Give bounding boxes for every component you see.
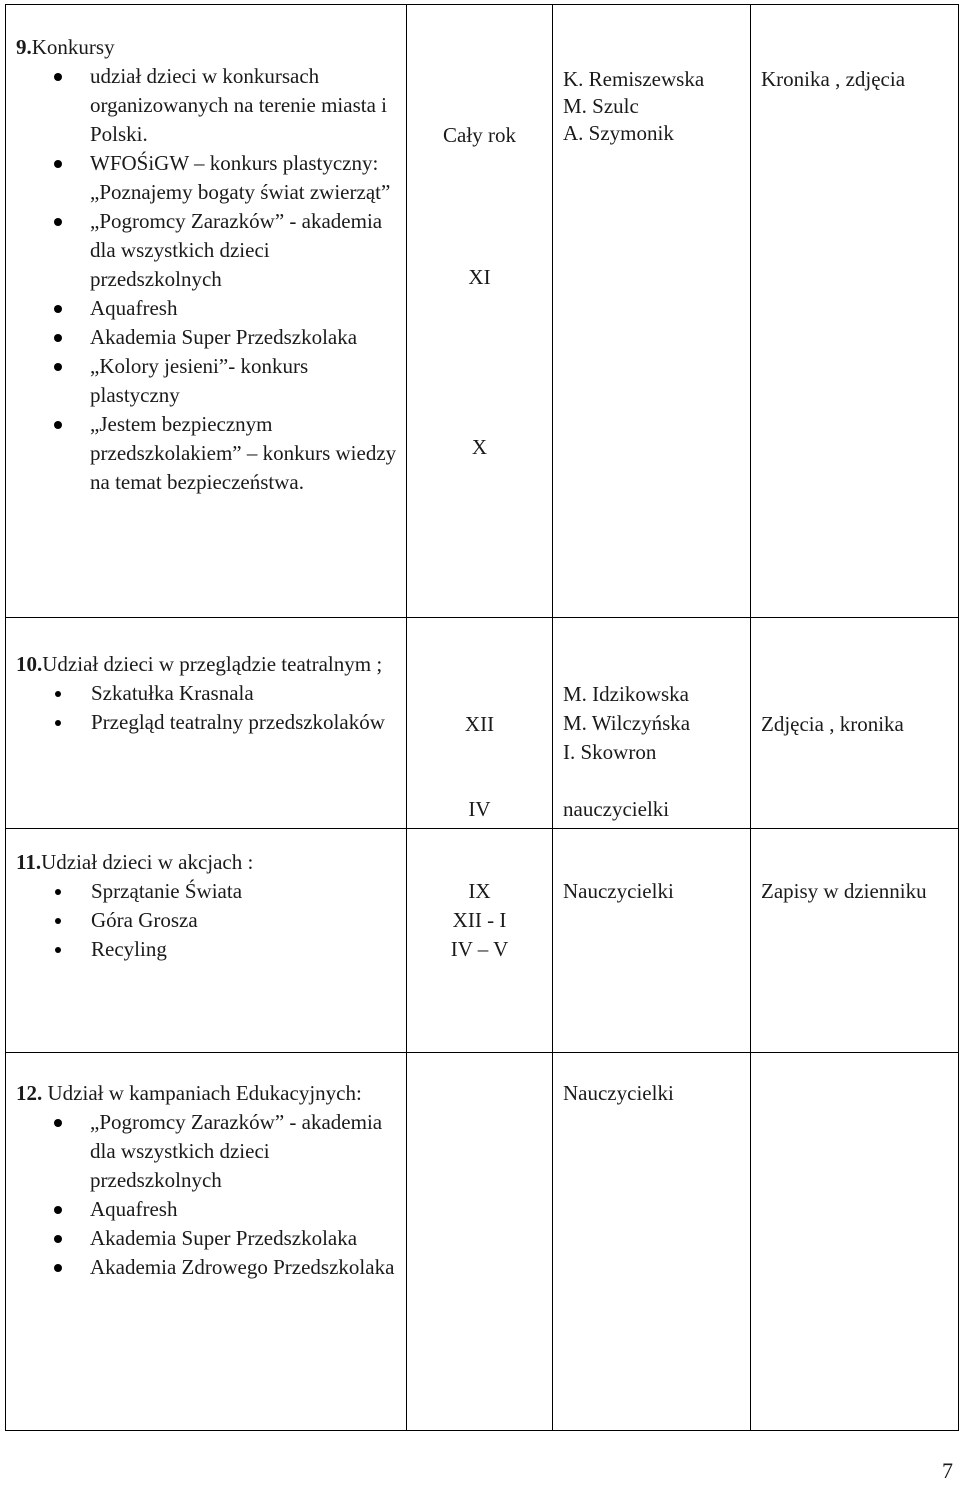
list-item: Sprzątanie Świata [91,877,400,906]
list-item: Aquafresh [90,294,400,323]
table-row [6,618,959,829]
list-item: Szkatułka Krasnala [91,679,400,708]
list-item: Recyling [91,935,400,964]
documentation-text: Zdjęcia , kronika [761,712,904,736]
responsible-person: M. Idzikowska [563,682,689,706]
table-row [6,829,959,1053]
bullet-icon [54,1235,62,1243]
list-item: WFOŚiGW – konkurs plastyczny: „Poznajemy bogaty świat zwierząt” [90,149,400,207]
bullet-icon [54,218,62,226]
bullet-icon [55,889,61,895]
list-item: „Pogromcy Zarazków” - akademia dla wszystkich dzieci przedszkolnych [90,207,400,294]
activity-list [16,62,400,497]
list-item: udział dzieci w konkursach organizowanych na terenie miasta i Polski. [90,62,400,149]
activity-list [16,679,400,737]
responsible-person: M. Wilczyńska [563,711,691,735]
activity-cell [6,829,407,1053]
table-row [6,5,959,618]
term-cell [407,618,553,829]
bullet-icon [54,305,62,313]
documentation-cell [751,5,959,618]
section-title: Konkursy [31,35,115,59]
responsible-person: M. Szulc [563,94,639,118]
activity-cell [6,618,407,829]
page-number: 7 [942,1458,953,1483]
activity-cell [6,1053,407,1431]
table-row [6,1053,959,1431]
list-item: Akademia Zdrowego Przedszkolaka [90,1253,400,1282]
list-item: „Kolory jesieni”- konkurs plastyczny [90,352,400,410]
list-item: Góra Grosza [91,906,400,935]
term-value: X [471,435,488,459]
list-item: Akademia Super Przedszkolaka [90,1224,400,1253]
bullet-icon [55,947,61,953]
responsible-person: Nauczycielki [563,1081,674,1105]
section-number: 12. [16,1081,43,1105]
term-value: IX [468,879,491,903]
activity-cell [6,5,407,618]
plan-table [5,4,959,1431]
responsible-cell [553,618,751,829]
list-item: „Pogromcy Zarazków” - akademia dla wszystkich dzieci przedszkolnych [90,1108,400,1195]
term-value: Cały rok [443,123,516,147]
activity-list [16,1108,400,1282]
term-value: XII - I [452,908,507,932]
bullet-icon [54,1264,62,1272]
bullet-icon [55,918,61,924]
responsible-cell [553,1053,751,1431]
section-title: Udział dzieci w przeglądzie teatralnym ; [42,652,383,676]
term-value: XII [464,712,495,736]
section-number: 9. [16,35,32,59]
responsible-person: I. Skowron [563,740,657,764]
section-title: Udział dzieci w akcjach : [41,850,254,874]
bullet-icon [54,1119,62,1127]
documentation-text: Zapisy w dzienniku [761,879,927,903]
responsible-person: K. Remiszewska [563,67,705,91]
term-value: IV – V [450,937,509,961]
term-value: XI [468,265,491,289]
bullet-icon [54,363,62,371]
responsible-person: Nauczycielki [563,879,674,903]
responsible-person: A. Szymonik [563,121,674,145]
section-number: 11. [16,850,42,874]
bullet-icon [54,334,62,342]
responsible-person: nauczycielki [563,797,670,821]
term-value: IV [468,797,491,821]
bullet-icon [54,160,62,168]
activity-list [16,877,400,964]
term-cell [407,1053,553,1431]
section-number: 10. [16,652,43,676]
documentation-cell [751,829,959,1053]
term-cell [407,829,553,1053]
list-item: „Jestem bezpiecznym przedszkolakiem” – konkurs wiedzy na temat bezpieczeństwa. [90,410,400,497]
responsible-cell [553,5,751,618]
bullet-icon [55,691,61,697]
list-item: Aquafresh [90,1195,400,1224]
term-cell [407,5,553,618]
documentation-text [751,1053,958,1083]
responsible-cell [553,829,751,1053]
bullet-icon [54,73,62,81]
bullet-icon [54,1206,62,1214]
documentation-cell [751,1053,959,1431]
bullet-icon [54,421,62,429]
documentation-cell [751,618,959,829]
section-title: Udział w kampaniach Edukacyjnych: [42,1081,362,1105]
list-item: Przegląd teatralny przedszkolaków [91,708,400,737]
bullet-icon [55,720,61,726]
documentation-text: Kronika , zdjęcia [761,67,906,91]
list-item: Akademia Super Przedszkolaka [90,323,400,352]
